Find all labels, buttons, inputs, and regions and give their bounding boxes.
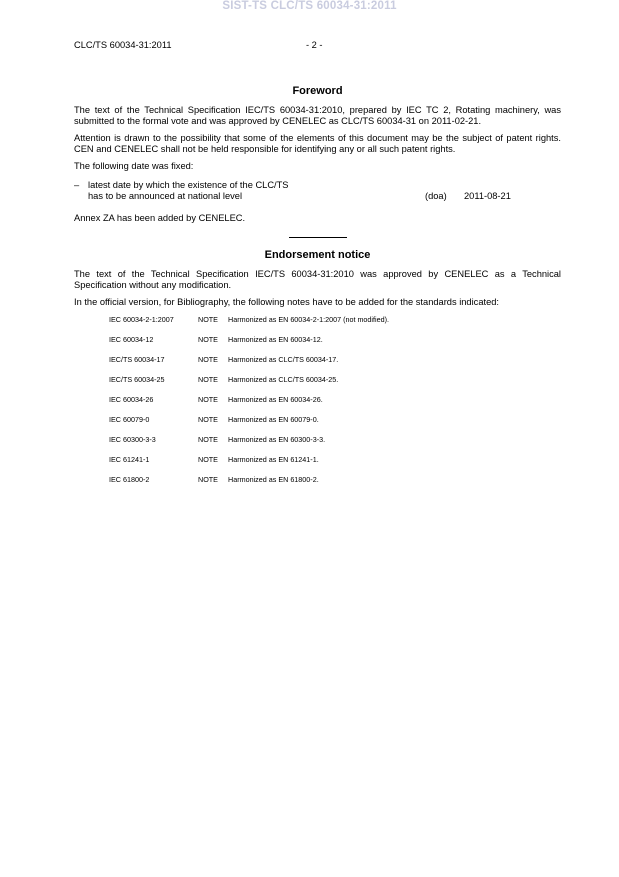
foreword-paragraph: The following date was fixed: [74, 161, 194, 171]
date-description-line: latest date by which the existence of the CLC/TS [88, 180, 289, 190]
note-row [109, 454, 561, 474]
note-label: NOTE [198, 455, 218, 464]
note-label: NOTE [198, 355, 218, 364]
note-label: NOTE [198, 435, 218, 444]
section-divider [289, 237, 347, 238]
note-row [109, 354, 561, 374]
note-label: NOTE [198, 375, 218, 384]
date-code: (doa) [425, 191, 447, 201]
note-label: NOTE [198, 395, 218, 404]
endorsement-paragraph: In the official version, for Bibliography, the following notes have to be added for the standards indicated: [74, 297, 499, 307]
note-label: NOTE [198, 475, 218, 484]
note-row [109, 374, 561, 394]
note-text: Harmonized as EN 60034-26. [228, 395, 323, 404]
page-content [74, 84, 561, 494]
foreword-paragraph: Annex ZA has been added by CENELEC. [74, 213, 246, 223]
note-row [109, 474, 561, 494]
note-row [109, 434, 561, 454]
date-value: 2011-08-21 [464, 191, 511, 201]
standard-ref: IEC 61800-2 [109, 475, 150, 484]
page-number: - 2 - [306, 40, 323, 50]
note-text: Harmonized as EN 61241-1. [228, 455, 319, 464]
foreword-paragraph: Attention is drawn to the possibility that some of the elements of this document may be the subject of patent rights. CEN and CENELEC shall not be held responsible for identifying any or all such patent rights. [74, 133, 561, 154]
note-text: Harmonized as EN 61800-2. [228, 475, 319, 484]
standard-ref: IEC 60034-2-1:2007 [109, 315, 174, 324]
note-row [109, 414, 561, 434]
standard-ref: IEC/TS 60034-25 [109, 375, 165, 384]
note-text: Harmonized as EN 60079-0. [228, 415, 319, 424]
endorsement-section [74, 248, 561, 494]
list-dash: – [74, 180, 80, 190]
note-row [109, 334, 561, 354]
date-description-line: has to be announced at national level [88, 191, 243, 201]
fixed-date-item [74, 180, 561, 202]
note-label: NOTE [198, 335, 218, 344]
document-id: CLC/TS 60034-31:2011 [74, 40, 172, 50]
note-text: Harmonized as EN 60034-2-1:2007 (not modified). [228, 315, 390, 324]
standard-ref: IEC 60079-0 [109, 415, 150, 424]
endorsement-title: Endorsement notice [264, 249, 371, 261]
note-text: Harmonized as CLC/TS 60034-25. [228, 375, 339, 384]
note-text: Harmonized as CLC/TS 60034-17. [228, 355, 339, 364]
foreword-section [74, 84, 561, 224]
note-label: NOTE [198, 415, 218, 424]
standard-ref: IEC 61241-1 [109, 455, 150, 464]
note-text: Harmonized as EN 60034-12. [228, 335, 323, 344]
standard-ref: IEC 60300-3-3 [109, 435, 156, 444]
standard-ref: IEC/TS 60034-17 [109, 355, 165, 364]
watermark: SIST-TS CLC/TS 60034-31:2011 [222, 0, 397, 12]
foreword-paragraph: The text of the Technical Specification IEC/TS 60034-31:2010, prepared by IEC TC 2, Rotating machinery, was submitted to the formal vote and was approved by CENELEC as CLC/TS 60034-31 on 2011-02-21. [74, 105, 561, 126]
standard-ref: IEC 60034-26 [109, 395, 154, 404]
note-row [109, 394, 561, 414]
note-text: Harmonized as EN 60300-3-3. [228, 435, 326, 444]
bibliography-notes [109, 314, 561, 494]
foreword-title: Foreword [292, 85, 343, 97]
note-label: NOTE [198, 315, 218, 324]
endorsement-paragraph: The text of the Technical Specification IEC/TS 60034-31:2010 was approved by CENELEC as a Technical Specification without any modification. [74, 269, 561, 290]
note-row [109, 314, 561, 334]
standard-ref: IEC 60034-12 [109, 335, 154, 344]
